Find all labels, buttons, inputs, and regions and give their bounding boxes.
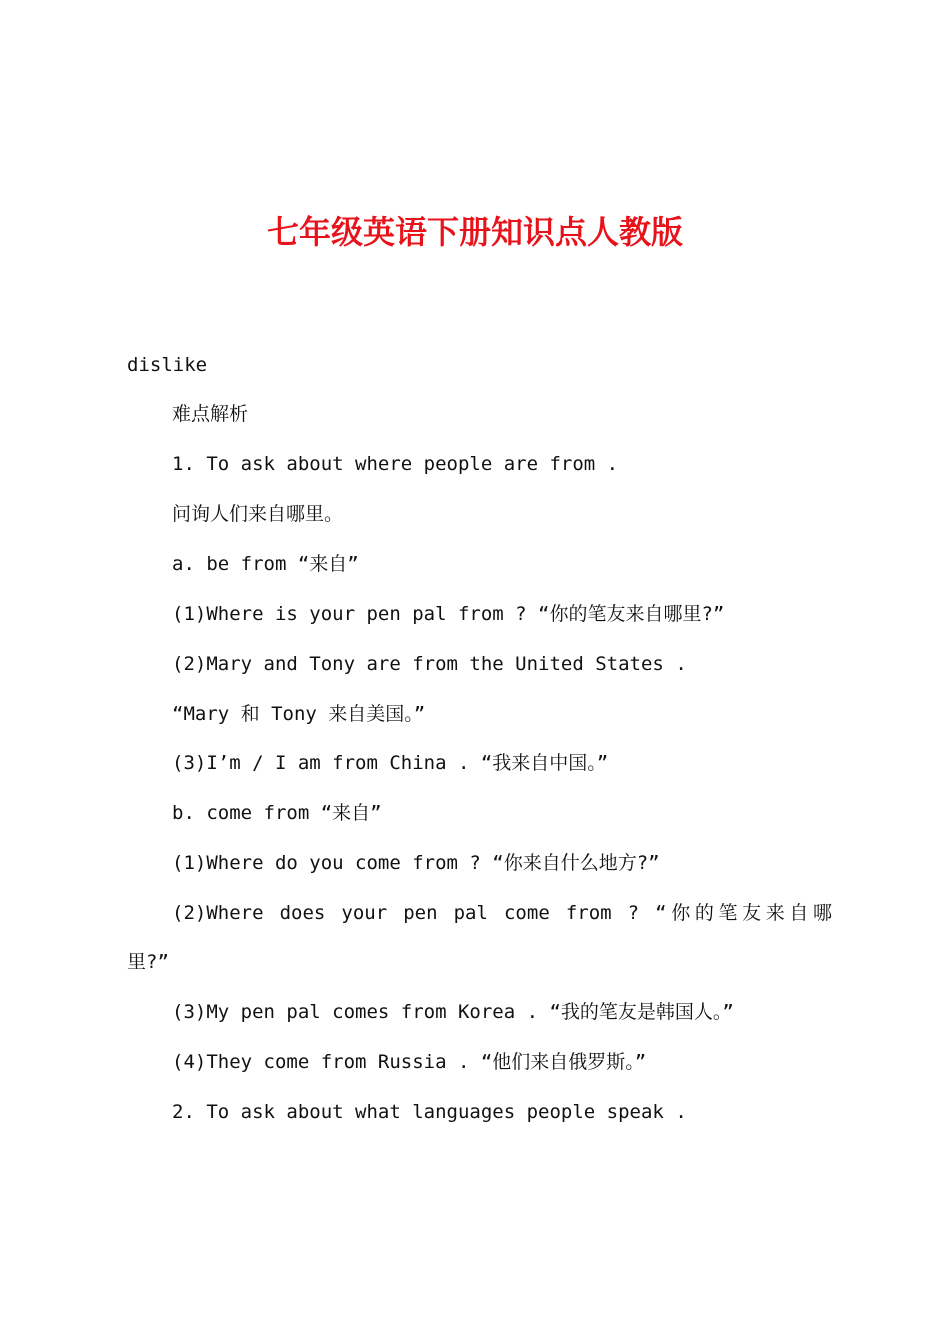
text-line-example-a2-translation: “Mary 和 Tony 来自美国。” [172,703,426,725]
text-line-example-a2: (2)Mary and Tony are from the United States . [172,653,687,675]
text-line-point-1-translation: 问询人们来自哪里。 [172,503,344,525]
text-line-example-b2-wrap: 里?” [127,951,169,973]
text-line-point-1: 1. To ask about where people are from . [172,453,619,475]
document-title: 七年级英语下册知识点人教版 [266,213,683,251]
text-line-example-b2: (2)Where does your pen pal come from ? “你的笔友来自哪 [172,902,832,924]
text-line-point-2: 2. To ask about what languages people speak . [172,1101,687,1123]
text-line-dislike: dislike [127,354,208,376]
text-line-example-a1: (1)Where is your pen pal from ? “你的笔友来自哪里?” [172,603,725,625]
text-line-example-b4: (4)They come from Russia . “他们来自俄罗斯。” [172,1051,647,1073]
text-line-item-b: b. come from “来自” [172,802,382,824]
text-line-example-b3: (3)My pen pal comes from Korea . “我的笔友是韩国人。” [172,1001,734,1023]
text-line-item-a: a. be from “来自” [172,553,359,575]
text-line-example-a3: (3)I’m / I am from China . “我来自中国。” [172,752,609,774]
text-line-section-heading: 难点解析 [172,403,249,425]
text-line-example-b1: (1)Where do you come from ? “你来自什么地方?” [172,852,660,874]
